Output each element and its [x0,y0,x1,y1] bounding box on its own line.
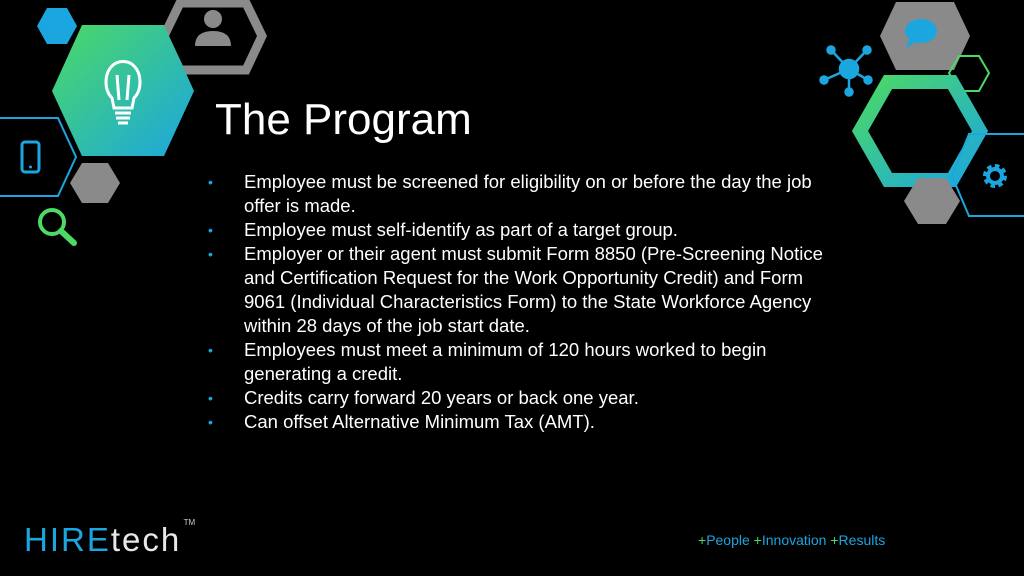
slide-title: The Program [215,95,472,144]
hex-small-blue [37,8,77,44]
bullet-text: Credits carry forward 20 years or back one year. [244,387,639,408]
bullet-marker: • [208,222,213,238]
bullet-marker: • [208,174,213,190]
logo-hire: HIRE [24,521,111,558]
bullet-item [208,338,848,386]
network-icon [821,47,872,96]
tagline-word-innovation: Innovation [761,532,827,548]
bullet-text: Employee must self-identify as part of a target group. [244,219,678,240]
tagline [698,530,885,550]
bullet-item [208,386,848,410]
phone-icon [22,142,39,172]
tagline-plus: + [698,532,707,548]
hex-small-gray [70,163,120,203]
user-icon [195,10,231,46]
bullet-item [208,170,848,218]
bullet-item [208,410,848,434]
bullet-text: Can offset Alternative Minimum Tax (AMT). [244,411,595,432]
tagline-word-results: Results [838,532,886,548]
hiretech-logo [24,518,196,560]
bullet-item [208,218,848,242]
bullet-marker: • [208,342,213,358]
bullet-marker: • [208,390,213,406]
logo-tech: tech [110,521,182,558]
bullet-list [208,170,848,434]
tagline-plus: + [830,532,839,548]
magnifier-icon [40,210,74,243]
bullet-marker: • [208,414,213,430]
bullet-text: Employer or their agent must submit Form 8850 (Pre-Screening Notice and Certification Request for the Work Opportunity Credit) and Form 9061 (Individual Characteristics Form) to the State Workforce Agency within 28 days of the job start date. [244,243,823,336]
hex-gradient-lightbulb [52,25,194,156]
bullet-text: Employees must meet a minimum of 120 hours worked to begin generating a credit. [244,339,767,384]
bullet-marker: • [208,246,213,262]
tagline-plus: + [753,532,762,548]
logo-trademark: TM [183,518,196,527]
bullet-item [208,242,848,338]
tagline-word-people: People [706,532,750,548]
gear-icon [986,167,1004,185]
hex-gradient-outline-large [860,82,980,180]
bullet-text: Employee must be screened for eligibility on or before the day the job offer is made. [244,171,812,216]
